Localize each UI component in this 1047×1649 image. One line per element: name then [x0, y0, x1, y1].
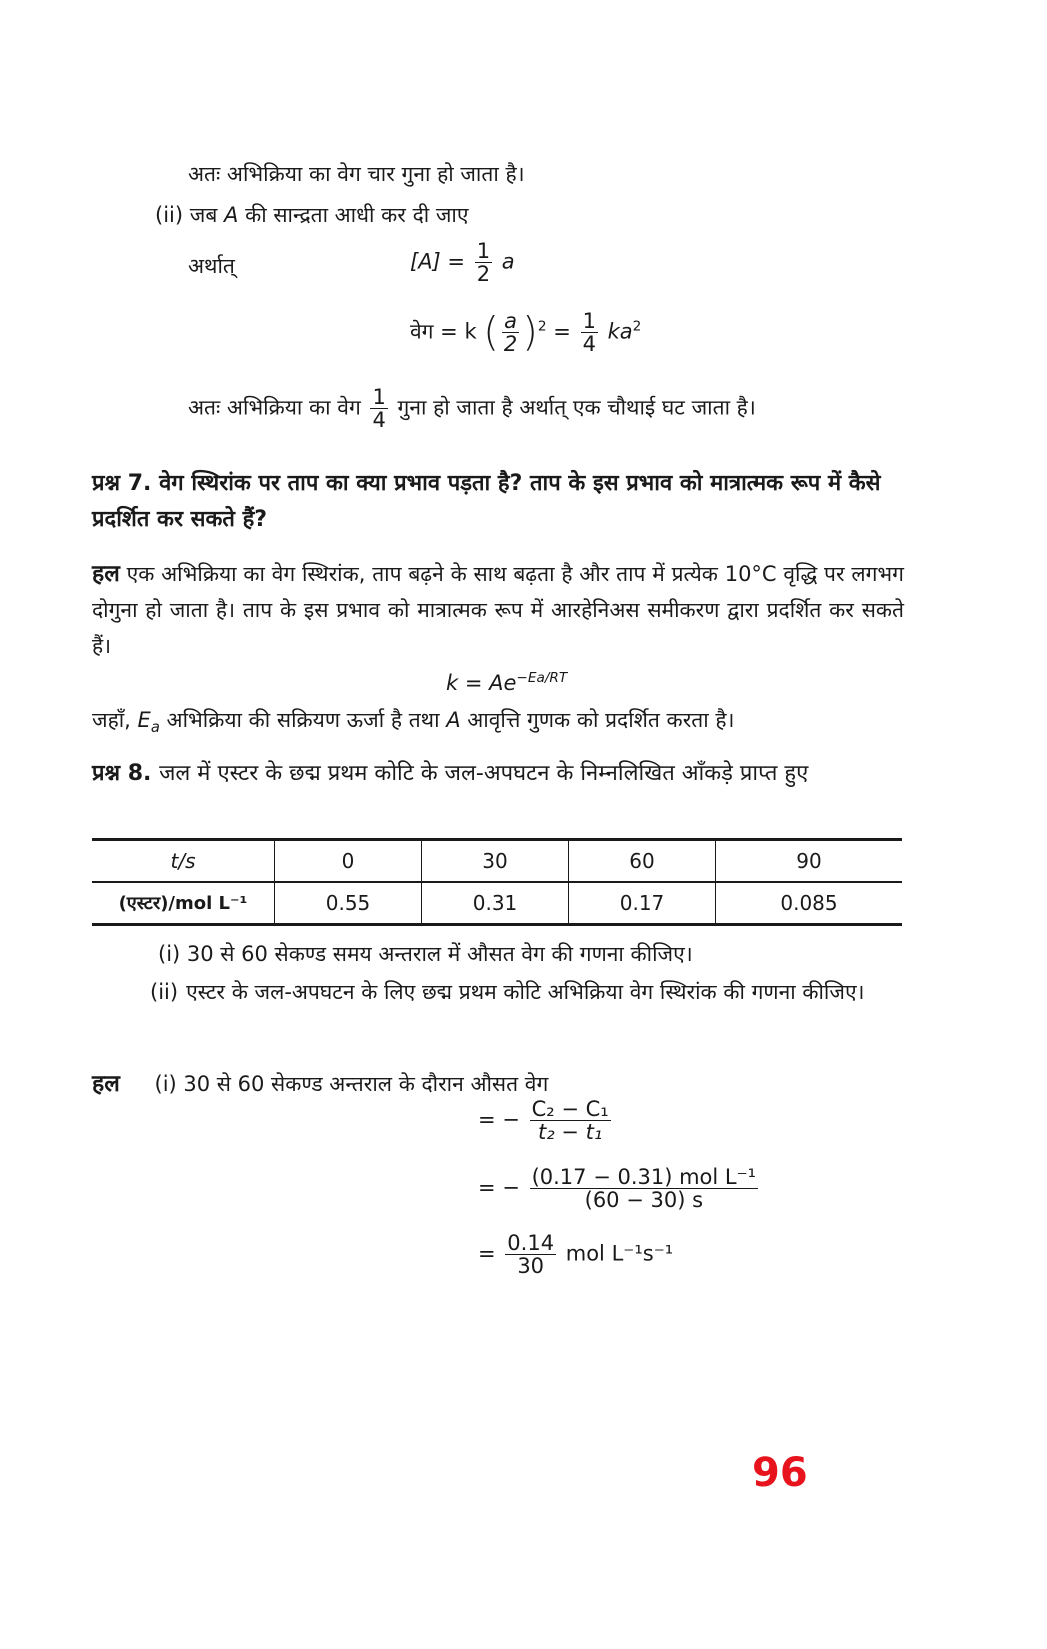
step3-unit: mol L⁻¹s⁻¹: [565, 1241, 674, 1266]
step1-num: C₂ − C₁: [531, 1097, 609, 1121]
eq2-fraction: [502, 310, 519, 355]
question-8: [92, 756, 904, 792]
question-8-part-i: (i) 30 से 60 सेकण्ड समय अन्तराल में औसत वेग की गणना कीजिए।: [158, 942, 693, 966]
rate-step-2: [478, 1166, 761, 1211]
rate-step-1: [478, 1098, 614, 1143]
part-ii-label: (ii): [150, 980, 179, 1004]
eq1-var: a: [501, 249, 515, 274]
step1-fraction: [530, 1098, 611, 1143]
step3-num: 0.14: [507, 1231, 555, 1255]
table-cell: 0.31: [422, 882, 569, 925]
where-b: अभिक्रिया की सक्रियण ऊर्जा है तथा: [166, 708, 440, 732]
table-row-concentration: [92, 882, 902, 925]
step1-prefix: = −: [478, 1107, 520, 1132]
case-ii-var: A: [224, 203, 239, 227]
where-var2: A: [446, 708, 461, 732]
case-ii-label: (ii): [155, 203, 184, 227]
eq2-exp: 2: [537, 318, 547, 335]
table-cell: 60: [569, 840, 716, 883]
question-7-label: प्रश्न 7.: [92, 471, 152, 496]
step3-den: 30: [517, 1254, 545, 1278]
conclusion-fraction: [370, 386, 387, 431]
equation-concentration-half: [410, 240, 515, 285]
conclusion-line: [188, 386, 756, 431]
eq2-num2: 1: [582, 309, 596, 333]
step2-fraction: [530, 1166, 759, 1211]
table-row-time: [92, 840, 902, 883]
step2-den: (60 − 30) s: [584, 1188, 704, 1212]
case-ii-line: [155, 201, 468, 229]
table-header-concentration: (एस्टर)/mol L⁻¹: [92, 882, 275, 925]
where-c: आवृत्ति गुणक को प्रदर्शित करता है।: [467, 708, 735, 732]
where-a: जहाँ,: [92, 708, 131, 732]
where-var: E: [137, 708, 151, 732]
step3-prefix: =: [478, 1241, 496, 1266]
ester-hydrolysis-table: [92, 838, 902, 926]
table-cell: 30: [422, 840, 569, 883]
answer-8-intro: [92, 1070, 548, 1098]
answer-8-intro-text: (i) 30 से 60 सेकण्ड अन्तराल के दौरान औसत वेग: [154, 1072, 549, 1096]
eq2-lhs: वेग = k: [410, 319, 477, 344]
rate-step-3: [478, 1232, 673, 1277]
table-cell: 90: [716, 840, 903, 883]
eq1-fraction: [475, 240, 492, 285]
step1-den: t₂ − t₁: [537, 1120, 603, 1144]
question-8-text: जल में एस्टर के छद्म प्रथम कोटि के जल-अपघटन के निम्नलिखित आँकड़े प्राप्त हुए: [159, 761, 809, 786]
rate-four-times-line: अतः अभिक्रिया का वेग चार गुना हो जाता है।: [188, 162, 525, 186]
conclusion-num: 1: [372, 385, 386, 409]
arrhenius-lhs: k = Ae: [446, 671, 517, 695]
table-cell: 0: [275, 840, 422, 883]
eq2-eq: =: [553, 319, 571, 344]
table-cell: 0.085: [716, 882, 903, 925]
step2-prefix: = −: [478, 1175, 520, 1200]
eq2-den2: 4: [582, 332, 596, 356]
step3-fraction: [505, 1232, 556, 1277]
eq1-lhs: [A] =: [410, 249, 466, 274]
question-8-label: प्रश्न 8.: [92, 761, 152, 786]
conclusion-den: 4: [372, 408, 386, 432]
answer-8-label: हल: [92, 1071, 120, 1097]
table-cell: 0.17: [569, 882, 716, 925]
eq2-rhs-exp: 2: [632, 318, 642, 335]
table-header-time: t/s: [92, 840, 275, 883]
page-number: 96: [752, 1450, 808, 1496]
question-7-text: वेग स्थिरांक पर ताप का क्या प्रभाव पड़ता है? ताप के इस प्रभाव को मात्रात्मक रूप में कैसे प्रदर्शित कर सकते हैं?: [92, 471, 881, 532]
arthat-label: अर्थात्: [188, 254, 235, 278]
answer-7: [92, 556, 904, 664]
eq2-rhs: ka: [607, 319, 633, 344]
equation-rate-quarter: वेग = k ( $\frac{a}{2}$ )$^2$ = $\frac{1}{4}$ $ka^2$: [410, 309, 642, 356]
eq2-fraction2: [581, 310, 598, 355]
eq1-den: 2: [476, 262, 491, 286]
question-8-part-ii: [150, 974, 904, 1010]
where-sub: a: [150, 719, 160, 737]
answer-7-text: एक अभिक्रिया का वेग स्थिरांक, ताप बढ़ने के साथ बढ़ता है और ताप में प्रत्येक 10°C वृद्धि पर लगभग दोगुना हो जाता है। ताप के इस प्रभाव को मात्रात्मक रूप में आरहेनिअस समीकरण द्वारा प्रदर्शित कर सकते हैं।: [92, 562, 904, 658]
where-line: [92, 706, 734, 742]
conclusion-b: गुना हो जाता है अर्थात् एक चौथाई घट जाता है।: [397, 395, 756, 420]
eq2-den: 2: [503, 332, 518, 356]
step2-num: (0.17 − 0.31) mol L⁻¹: [531, 1165, 757, 1189]
answer-7-label: हल: [92, 561, 120, 587]
eq2-num: a: [504, 309, 518, 333]
conclusion-a: अतः अभिक्रिया का वेग: [188, 395, 361, 420]
arrhenius-equation: [446, 664, 567, 697]
eq1-num: 1: [476, 239, 491, 263]
arrhenius-exp: −Ea/RT: [516, 670, 568, 686]
part-ii-text: एस्टर के जल-अपघटन के लिए छद्म प्रथम कोटि अभिक्रिया वेग स्थिरांक की गणना कीजिए।: [186, 980, 865, 1004]
question-7: [92, 466, 904, 538]
table-cell: 0.55: [275, 882, 422, 925]
case-ii-text-b: की सान्द्रता आधी कर दी जाए: [245, 203, 469, 227]
case-ii-text-a: जब: [189, 203, 218, 227]
